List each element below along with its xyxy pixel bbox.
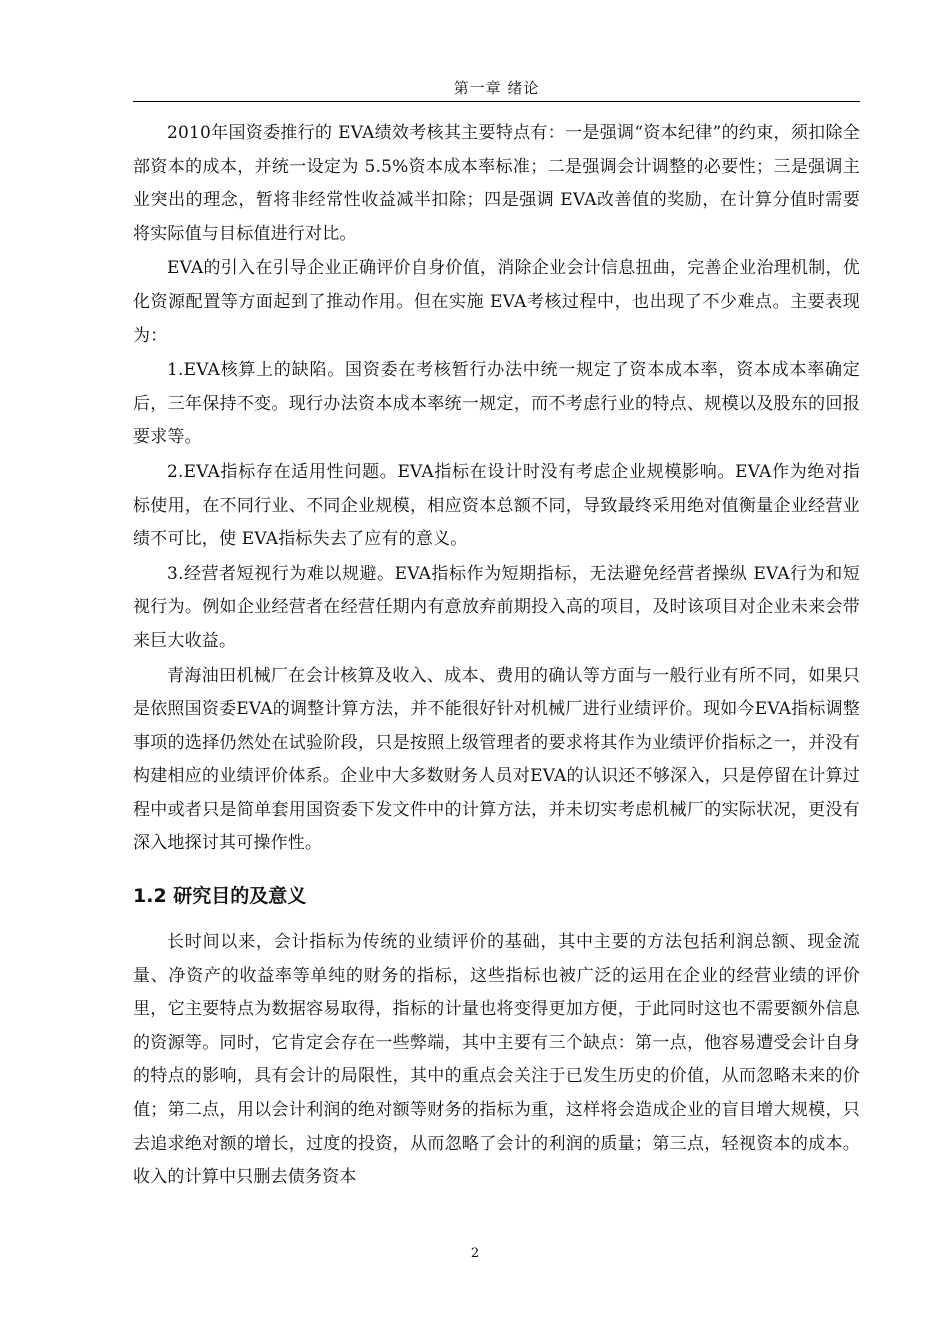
running-header: 第一章 绪论 — [453, 79, 540, 97]
paragraph: 长时间以来，会计指标为传统的业绩评价的基础，其中主要的方法包括利润总额、现金流量、净资产的收益率等单纯的财务的指标，这些指标也被广泛的运用在企业的经营业绩的评价里，它主要特点为数据容易取得，指标的计量也将变得更加方便，于此同时这也不需要额外信息的资源等。同时，它肯定会存在一些弊端，其中主要有三个缺点：第一点，他容易遭受会计自身的特点的影响，具有会计的局限性，其中的重点会关注于已发生历史的价值，从而忽略未来的价值；第二点，用以会计利润的绝对额等财务的指标为重，这样将会造成企业的盲目增大规模，只去追求绝对额的增长，过度的投资，从而忽略了会计的利润的质量；第三点，轻视资本的成本。收入的计算中只删去债务资本 — [133, 932, 860, 1188]
paragraph: 3.经营者短视行为难以规避。EVA指标作为短期指标，无法避免经营者操纵 EVA行为和短视行为。例如企业经营者在经营任期内有意放弃前期投入高的项目，及时该项目对企业未来会带来巨大收益。 — [133, 563, 860, 651]
section-heading: 1.2 研究目的及意义 — [133, 885, 307, 908]
paragraph: 青海油田机械厂在会计核算及收入、成本、费用的确认等方面与一般行业有所不同，如果只是依照国资委EVA的调整计算方法，并不能很好针对机械厂进行业绩评价。现如今EVA指标调整事项的选择仍然处在试验阶段，只是按照上级管理者的要求将其作为业绩评价指标之一，并没有构建相应的业绩评价体系。企业中大多数财务人员对EVA的认识还不够深入，只是停留在计算过程中或者只是简单套用国资委下发文件中的计算方法，并未切实考虑机械厂的实际状况，更没有深入地探讨其可操作性。 — [133, 665, 860, 854]
body-text — [133, 117, 860, 1196]
paragraph: 2010年国资委推行的 EVA绩效考核其主要特点有：一是强调“资本纪律”的约束，须扣除全部资本的成本，并统一设定为 5.5%资本成本率标准；二是强调会计调整的必要性；三是强调主业突出的理念，暂将非经常性收益减半扣除；四是强调 EVA改善值的奖励，在计算分值时需要将实际值与目标值进行对比。 — [133, 123, 860, 244]
paragraph: 2.EVA指标存在适用性问题。EVA指标在设计时没有考虑企业规模影响。EVA作为绝对指标使用，在不同行业、不同企业规模，相应资本总额不同，导致最终采用绝对值衡量企业经营业绩不可比，使 EVA指标失去了应有的意义。 — [133, 461, 860, 550]
page-number: 2 — [470, 1246, 480, 1261]
header-rule — [133, 101, 860, 102]
paragraph: 1.EVA核算上的缺陷。国资委在考核暂行办法中统一规定了资本成本率，资本成本率确定后，三年保持不变。现行办法资本成本率统一规定，而不考虑行业的特点、规模以及股东的回报要求等。 — [133, 360, 860, 448]
paragraph: EVA的引入在引导企业正确评价自身价值，消除企业会计信息扭曲，完善企业治理机制，优化资源配置等方面起到了推动作用。但在实施 EVA考核过程中，也出现了不少难点。主要表现为： — [133, 258, 860, 346]
